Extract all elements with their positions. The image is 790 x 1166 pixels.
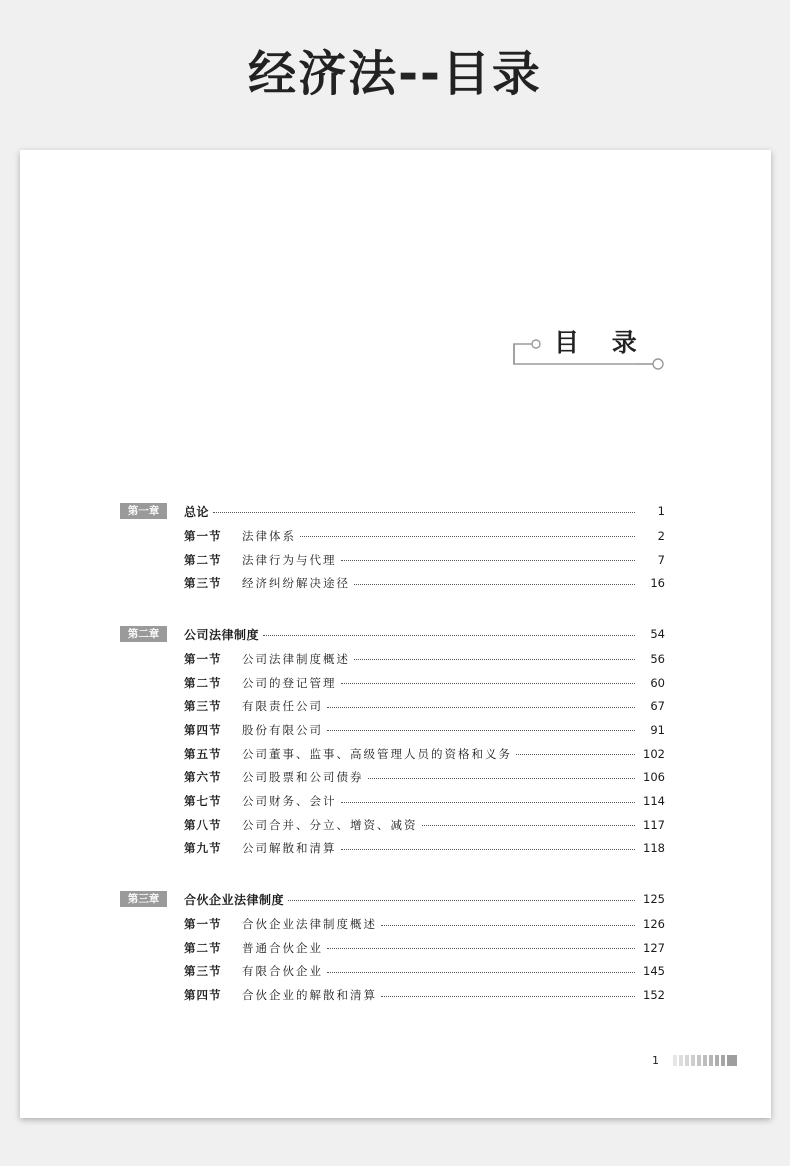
section-title: 经济纠纷解决途径	[242, 576, 350, 591]
section-title: 公司财务、会计	[242, 794, 337, 809]
page-number: 118	[643, 841, 665, 856]
section-row[interactable]	[120, 912, 665, 936]
book-page	[20, 150, 771, 1118]
section-title: 有限责任公司	[242, 699, 323, 714]
chapter-title: 总论	[184, 504, 210, 519]
chapter-3	[120, 886, 665, 1007]
section-row[interactable]	[120, 647, 665, 671]
section-row[interactable]	[120, 718, 665, 742]
dot-leader	[341, 683, 636, 684]
page-number: 1	[657, 504, 665, 518]
section-title: 合伙企业的解散和清算	[242, 988, 377, 1003]
chapter-row[interactable]	[120, 621, 665, 647]
section-title: 法律行为与代理	[242, 552, 337, 567]
page-number: 114	[643, 794, 665, 809]
page-number: 7	[657, 552, 665, 567]
toc-title-frame	[502, 322, 680, 372]
dot-leader	[327, 972, 635, 973]
section-number: 第七节	[184, 794, 222, 809]
folio-page-number: 1	[652, 1054, 659, 1067]
table-of-contents	[120, 498, 665, 1033]
section-row[interactable]	[120, 936, 665, 960]
page-number: 91	[650, 722, 665, 737]
section-number: 第三节	[184, 699, 222, 714]
section-row[interactable]	[120, 524, 665, 548]
section-title: 法律体系	[242, 528, 296, 543]
dot-leader	[381, 925, 635, 926]
section-number: 第二节	[184, 552, 222, 567]
dot-leader	[381, 996, 635, 997]
section-number: 第一节	[184, 528, 222, 543]
chapter-badge: 第一章	[120, 503, 167, 519]
dot-leader	[263, 635, 635, 636]
section-title: 合伙企业法律制度概述	[242, 917, 377, 932]
section-title: 公司股票和公司债券	[242, 770, 364, 785]
chapter-badge: 第二章	[120, 626, 167, 642]
section-row[interactable]	[120, 571, 665, 595]
section-number: 第九节	[184, 841, 222, 856]
section-number: 第四节	[184, 722, 222, 737]
page-number: 127	[643, 940, 665, 955]
dot-leader	[354, 659, 635, 660]
dot-leader	[354, 584, 635, 585]
section-title: 普通合伙企业	[242, 940, 323, 955]
page-heading: 经济法--目录	[248, 46, 542, 102]
page-number: 60	[650, 675, 665, 690]
chapter-1	[120, 498, 665, 595]
dot-leader	[213, 512, 635, 513]
section-number: 第五节	[184, 746, 222, 761]
dot-leader	[327, 707, 635, 708]
section-title: 公司合并、分立、增资、减资	[242, 817, 418, 832]
section-title: 公司的登记管理	[242, 675, 337, 690]
chapter-title: 公司法律制度	[184, 627, 260, 642]
section-row[interactable]	[120, 960, 665, 984]
chapter-2	[120, 621, 665, 860]
section-number: 第六节	[184, 770, 222, 785]
section-number: 第三节	[184, 964, 222, 979]
dot-leader	[288, 900, 635, 901]
section-row[interactable]	[120, 837, 665, 861]
section-number: 第一节	[184, 651, 222, 666]
dot-leader	[368, 778, 636, 779]
page-number: 125	[643, 892, 665, 907]
dot-leader	[341, 849, 636, 850]
section-title: 公司董事、监事、高级管理人员的资格和义务	[242, 746, 512, 761]
page-number: 67	[650, 699, 665, 714]
section-row[interactable]	[120, 671, 665, 695]
page-number: 54	[650, 627, 665, 642]
page-number: 16	[650, 576, 665, 591]
section-row[interactable]	[120, 813, 665, 837]
section-title: 公司法律制度概述	[242, 651, 350, 666]
dot-leader	[422, 825, 636, 826]
toc-title: 目 录	[554, 328, 649, 357]
chapter-badge: 第三章	[120, 891, 167, 907]
page-number: 152	[643, 988, 665, 1003]
page-number: 2	[657, 528, 665, 543]
section-title: 有限合伙企业	[242, 964, 323, 979]
section-row[interactable]	[120, 548, 665, 572]
section-title: 股份有限公司	[242, 722, 323, 737]
dot-leader	[516, 754, 635, 755]
section-row[interactable]	[120, 694, 665, 718]
section-title: 公司解散和清算	[242, 841, 337, 856]
section-number: 第三节	[184, 576, 222, 591]
footer-decoration-bars	[673, 1055, 737, 1066]
section-row[interactable]	[120, 983, 665, 1007]
section-row[interactable]	[120, 789, 665, 813]
page-number: 145	[643, 964, 665, 979]
page-number: 102	[643, 746, 665, 761]
section-number: 第二节	[184, 675, 222, 690]
dot-leader	[341, 802, 636, 803]
dot-leader	[327, 730, 635, 731]
dot-leader	[300, 536, 635, 537]
section-row[interactable]	[120, 766, 665, 790]
section-number: 第八节	[184, 817, 222, 832]
page-number: 56	[650, 651, 665, 666]
dot-leader	[341, 560, 636, 561]
chapter-title: 合伙企业法律制度	[184, 892, 285, 907]
page-number: 117	[643, 817, 665, 832]
chapter-row[interactable]	[120, 886, 665, 912]
section-number: 第二节	[184, 940, 222, 955]
dot-leader	[327, 948, 635, 949]
chapter-row[interactable]	[120, 498, 665, 524]
section-number: 第一节	[184, 917, 222, 932]
page-number: 106	[643, 770, 665, 785]
section-number: 第四节	[184, 988, 222, 1003]
section-row[interactable]	[120, 742, 665, 766]
page-number: 126	[643, 917, 665, 932]
